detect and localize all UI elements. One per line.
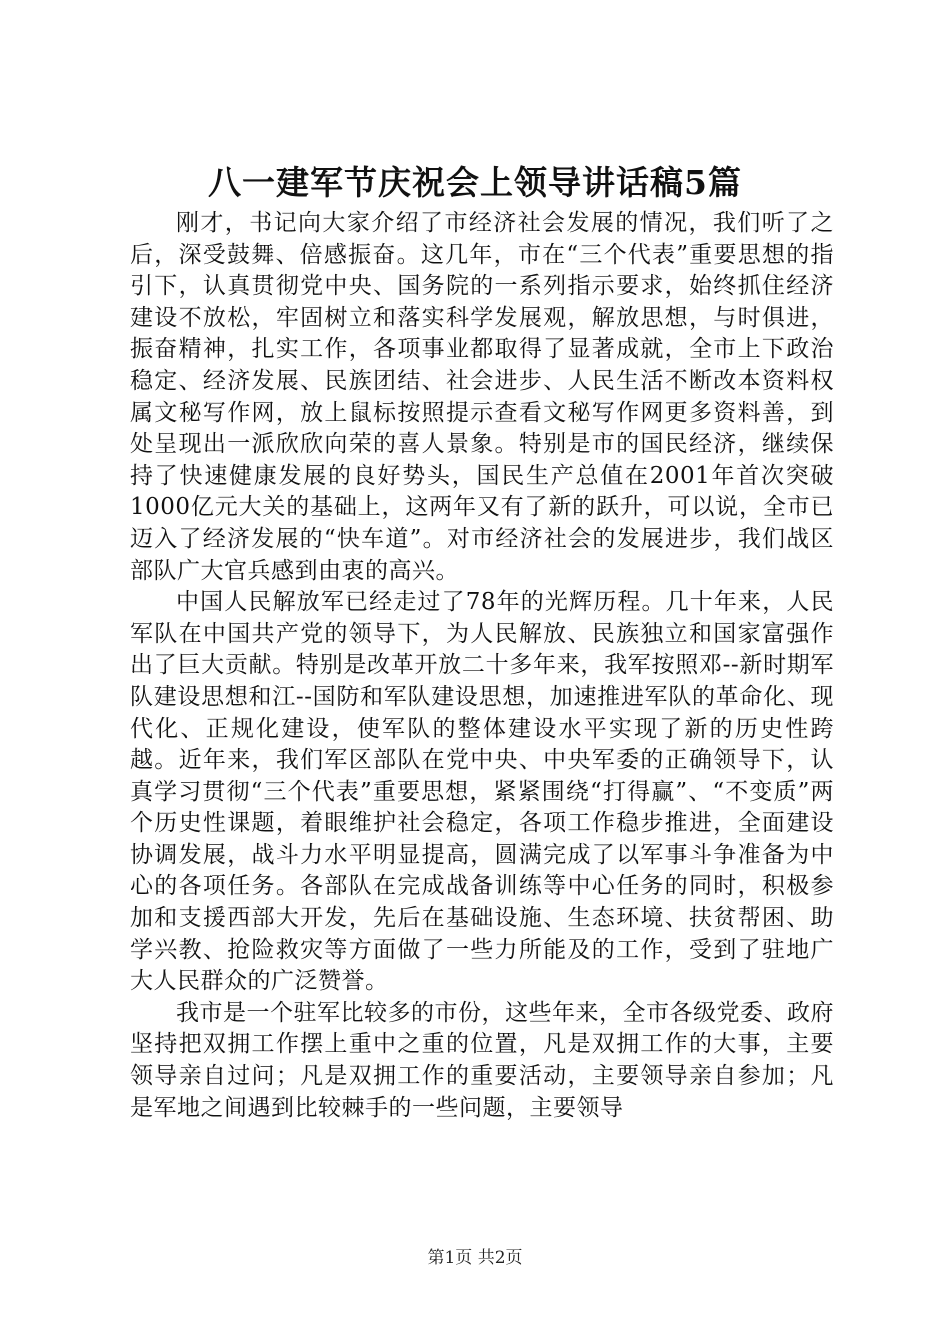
paragraph-2: 中国人民解放军已经走过了78年的光辉历程。几十年来，人民军队在中国共产党的领导下，为人民解放、民族独立和国家富强作出了巨大贡献。特别是改革开放二十多年来，我军按照邓--新时期军队建设思想和江--国防和军队建设思想，加速推进军队的革命化、现代化、正规化建设，使军队的整体建设水平实现了新的历史性跨越。近年来，我们军区部队在党中央、中央军委的正确领导下，认真学习贯彻“三个代表”重要思想，紧紧围绕“打得赢”、“不变质”两个历史性课题，着眼维护社会稳定，各项工作稳步推进，全面建设协调发展，战斗力水平明显提高，圆满完成了以军事斗争准备为中心的各项任务。各部队在完成战备训练等中心任务的同时，积极参加和支援西部大开发，先后在基础设施、生态环境、扶贫帮困、助学兴教、抢险救灾等方面做了一些力所能及的工作，受到了驻地广大人民群众的广泛赞誉。	[130, 589, 834, 995]
document-title: 八一建军节庆祝会上领导讲话稿5篇	[208, 163, 742, 202]
paragraph-1: 刚才，书记向大家介绍了市经济社会发展的情况，我们听了之后，深受鼓舞、倍感振奋。这几年，市在“三个代表”重要思想的指引下，认真贯彻党中央、国务院的一系列指示要求，始终抓住经济建设不放松，牢固树立和落实科学发展观，解放思想，与时俱进，振奋精神，扎实工作，各项事业都取得了显著成就，全市上下政治稳定、经济发展、民族团结、社会进步、人民生活不断改本资料权属文秘写作网，放上鼠标按照提示查看文秘写作网更多资料善，到处呈现出一派欣欣向荣的喜人景象。特别是市的国民经济，继续保持了快速健康发展的良好势头，国民生产总值在2001年首次突破1000亿元大关的基础上，这两年又有了新的跃升，可以说，全市已迈入了经济发展的“快车道”。对市经济社会的发展进步，我们战区部队广大官兵感到由衷的高兴。	[130, 210, 834, 584]
paragraph-3: 我市是一个驻军比较多的市份，这些年来，全市各级党委、政府坚持把双拥工作摆上重中之重的位置，凡是双拥工作的大事，主要领导亲自过问；凡是双拥工作的重要活动，主要领导亲自参加；凡是军地之间遇到比较棘手的一些问题，主要领导	[130, 999, 834, 1121]
page-number-footer: 第1页 共2页	[427, 1248, 523, 1268]
document-body	[130, 208, 834, 1124]
